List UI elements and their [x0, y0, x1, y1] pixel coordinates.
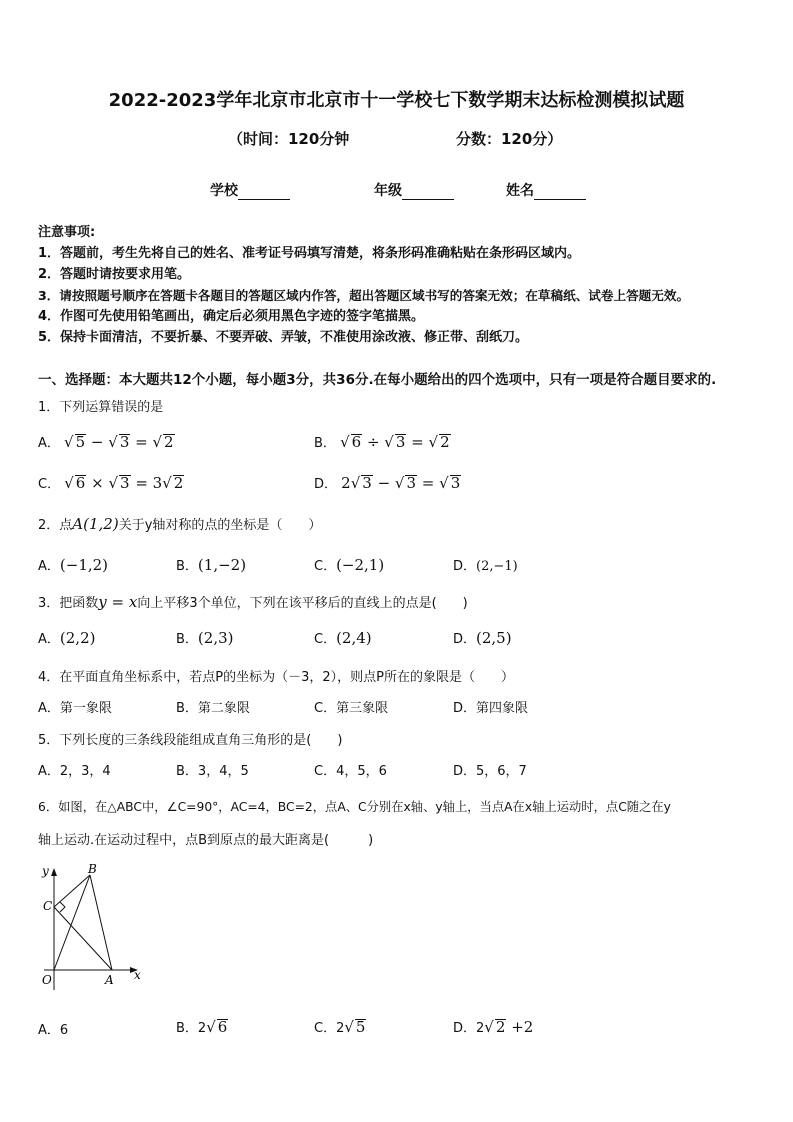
- q2-option-c: C．(−2,1): [314, 556, 385, 574]
- segment-ob: [54, 875, 90, 970]
- q2-option-d: D．(2,−1): [453, 559, 518, 574]
- note-item: 4．作图可先使用铅笔画出，确定后必须用黑色字迹的签字笔描黑。: [38, 309, 425, 324]
- question-5-stem: 5．下列长度的三条线段能组成直角三角形的是( ): [38, 733, 343, 748]
- q5-option-a: A．2，3，4: [38, 764, 111, 779]
- y-axis-arrow: [51, 868, 57, 876]
- note-item: 1．答题前，考生先将自己的姓名、准考证号码填写清楚，将条形码准确粘贴在条形码区域内。: [38, 246, 581, 261]
- exam-time: （时间：120分钟: [228, 130, 350, 148]
- q3-option-c: C．(2,4): [314, 629, 372, 647]
- q1-option-b: B． √ 6 ÷ √ 3 = √ 2: [314, 433, 450, 451]
- label-a: A: [105, 973, 114, 987]
- section-heading: 一、选择题：本大题共12个小题，每小题3分，共36分.在每小题给出的四个选项中，只有一项是符合题目要求的.: [38, 372, 717, 388]
- question-6-stem-line1: 6．如图，在△ABC中，∠C=90°，AC=4，BC=2，点A、C分别在x轴、y轴上，当点A在x轴上运动时，点C随之在y: [38, 800, 671, 814]
- question-1-stem: 1．下列运算错误的是: [38, 400, 164, 415]
- label-y: y: [42, 864, 49, 878]
- q3-option-d: D．(2,5): [453, 629, 512, 647]
- note-item: 2．答题时请按要求用笔。: [38, 267, 191, 282]
- q4-option-a: A．第一象限: [38, 701, 112, 716]
- q1-option-d: D． 2√ 3 − √ 3 = √ 3: [314, 474, 461, 492]
- q2-option-a: A．(−1,2): [38, 556, 109, 574]
- q6-option-b: B．2√ 6: [176, 1018, 228, 1036]
- right-angle-mark: [60, 902, 65, 912]
- question-2-stem: 2．点A(1,2)关于y轴对称的点的坐标是（ ）: [38, 515, 322, 533]
- note-item: 5．保持卡面清洁，不要折暴、不要弄破、弄皱，不准使用涂改液、修正带、刮纸刀。: [38, 330, 529, 345]
- q3-option-a: A．(2,2): [38, 629, 96, 647]
- label-x: x: [134, 968, 141, 982]
- side-ca: [54, 907, 112, 970]
- q5-option-c: C．4，5，6: [314, 764, 387, 779]
- q4-option-b: B．第二象限: [176, 701, 250, 716]
- notes-heading: 注意事项:: [38, 225, 96, 240]
- side-ba: [90, 875, 112, 970]
- name-blank: [534, 185, 586, 200]
- q5-option-b: B．3，4，5: [176, 764, 249, 779]
- q1-option-c: C． √ 6 × √ 3 = 3√ 2: [38, 474, 184, 492]
- school-blank: [238, 185, 290, 200]
- exam-score: 分数：120分）: [456, 130, 563, 148]
- q2-option-b: B．(1,−2): [176, 556, 247, 574]
- q4-option-d: D．第四象限: [453, 701, 529, 716]
- question-6-stem-line2: 轴上运动.在运动过程中，点B到原点的最大距离是( ): [38, 833, 374, 848]
- triangle-figure: [30, 860, 150, 990]
- label-o: O: [42, 973, 52, 987]
- name-field: 姓名: [506, 180, 586, 200]
- q5-option-d: D．5，6，7: [453, 764, 527, 779]
- side-cb: [54, 875, 90, 907]
- q6-option-c: C．2√ 5: [314, 1018, 366, 1036]
- question-4-stem: 4．在平面直角坐标系中，若点P的坐标为（－3，2），则点P所在的象限是（ ）: [38, 670, 514, 685]
- grade-field: 年级: [374, 180, 454, 200]
- q6-option-d: D．2√ 2 +2: [453, 1018, 534, 1036]
- grade-blank: [402, 185, 454, 200]
- label-b: B: [88, 862, 97, 876]
- school-field: 学校: [210, 180, 290, 200]
- page-title: 2022-2023学年北京市北京市十一学校七下数学期末达标检测模拟试题: [108, 90, 685, 111]
- q6-option-a: A．6: [38, 1023, 69, 1038]
- q1-option-a: A． √ 5 − √ 3 = √ 2: [38, 433, 174, 451]
- note-item: 3．请按照题号顺序在答题卡各题目的答题区域内作答，超出答题区域书写的答案无效；在草稿纸、试卷上答题无效。: [38, 288, 690, 303]
- q4-option-c: C．第三象限: [314, 701, 389, 716]
- q3-option-b: B．(2,3): [176, 629, 234, 647]
- question-3-stem: 3．把函数y = x向上平移3个单位，下列在该平移后的直线上的点是( ): [38, 593, 468, 611]
- label-c: C: [43, 899, 53, 913]
